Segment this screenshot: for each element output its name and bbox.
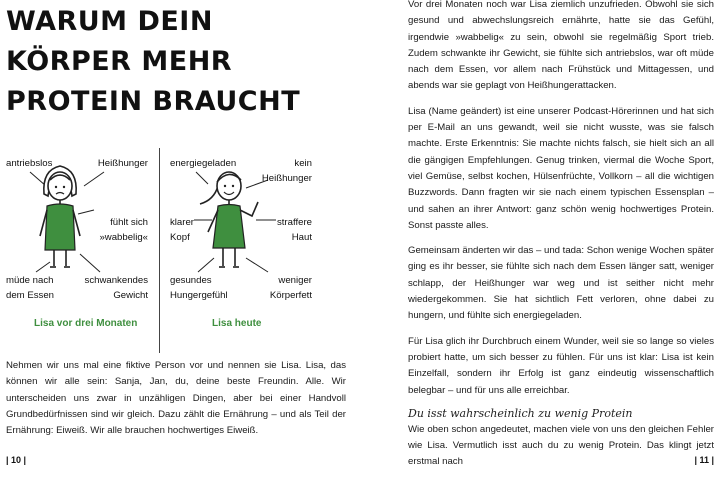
lisa-before-figure (40, 166, 80, 267)
label-gesund-1: gesundes (170, 275, 212, 286)
label-kein-1: kein (294, 158, 312, 169)
label-wabbelig-1: fühlt sich (110, 217, 148, 228)
title-line-3: PROTEIN BRAUCHT (6, 86, 301, 117)
label-straff-1: straffere (276, 217, 312, 228)
page-number-right: | 11 | (694, 455, 714, 465)
label-muede-2: dem Essen (6, 290, 54, 301)
label-fett-2: Körperfett (269, 290, 312, 301)
label-gesund-2: Hungergefühl (170, 290, 228, 301)
label-fett-1: weniger (278, 275, 312, 286)
label-energie: energiegeladen (170, 158, 237, 169)
label-wabbelig-2: »wabbelig« (99, 232, 148, 243)
label-muede-1: müde nach (6, 275, 54, 286)
label-kein-2: Heißhunger (261, 173, 312, 184)
paragraph-3: Gemeinsam änderten wir das – und tada: Schon wenige Wochen später ging es ihr besser, sie fühlte sich nach dem Essen länger satt, weniger schlapp, der Heißhunger war weg und ist seither nicht mehr wiedergekommen. Sie hat sichtlich Fett verloren, ohne dabei zu hungern, und fühlte sich energiegeladen. (408, 245, 714, 322)
caption-after: Lisa heute (212, 318, 262, 329)
paragraph-4: Für Lisa glich ihr Durchbruch einem Wunder, weil sie so lange so vieles probiert hatte, um sich besser zu fühlen. Für uns ist klar: Lisa ist kein Einzelfall, sondern ihr Erfolg ist ganz eindeutig wissenschaftlich belegbar – und für uns alle erreichbar. (408, 335, 714, 396)
paragraph-2: Lisa (Name geändert) ist eine unserer Podcast-Hörerinnen und hat sich per E-Mail an uns gewandt, weil sie nicht wusste, was sie falsch machte. Erste Erkenntnis: Sie machte nichts falsch, sie hielt sich an all die gängigen Empfehlungen. Genug trinken, viermal die Woche Sport, viel Gemüse, selbst kochen, Hülsenfrüchte, Vollkorn – all die wichtigen Buzzwords. Dann fragten wir sie nach einem typischen Essensplan – und sahen an ihrer Antwort: ganz schön wenig hochwertiges Protein. Sonst passte alles. (408, 105, 714, 231)
page-number-left: | 10 | (6, 455, 27, 465)
section-subheading: Du isst wahrscheinlich zu wenig Protein (408, 406, 633, 420)
right-body-text (408, 0, 714, 480)
title-line-2: KÖRPER MEHR (6, 46, 233, 77)
label-klarer-1: klarer (170, 217, 194, 228)
right-page (360, 0, 720, 473)
caption-before: Lisa vor drei Monaten (34, 318, 138, 329)
title-line-1: WARUM DEIN (6, 6, 213, 37)
label-gewicht-2: Gewicht (113, 290, 148, 301)
figure-divider (159, 148, 160, 353)
label-heisshunger: Heißhunger (97, 158, 148, 169)
label-gewicht-1: schwankendes (84, 275, 148, 286)
paragraph-1: Vor drei Monaten noch war Lisa ziemlich unzufrieden. Obwohl sie sich gesund und abwechslungsreich ernährte, hatte sie das Gefühl, irgendwie »wabbelig« zu sein, obwohl sie regelmäßig Sport trieb. Zudem schwankte ihr Gewicht, sie fühlte sich antriebslos, war oft müde nach dem Essen, vor allem nach Frühstück und Mittagessen, und abends war sie geplagt von Heißhungerattacken. (408, 0, 714, 92)
label-klarer-2: Kopf (170, 232, 190, 243)
left-page (0, 0, 360, 473)
label-antriebslos: antriebslos (6, 158, 53, 169)
label-straff-2: Haut (291, 232, 312, 243)
paragraph-5: Wie oben schon angedeutet, machen viele von uns den gleichen Fehler wie Lisa. Vermutlich isst auch du zu wenig Protein. Das klingt jetzt erstmal nach (408, 423, 714, 468)
left-body-paragraph: Nehmen wir uns mal eine fiktive Person vor und nennen sie Lisa. Lisa, das können wir alle sein: Sanja, Jan, du, deine beste Freundin. Alle. Wir unterscheiden uns zwar in unzähligen Dingen, aber bei einer Handvoll Grundbedürfnissen sind wir gleich. Dazu zählt die Ernährung – und als Teil der Ernährung: Eiweiß. Wir alle brauchen hochwertiges Eiweiß. (6, 360, 346, 437)
